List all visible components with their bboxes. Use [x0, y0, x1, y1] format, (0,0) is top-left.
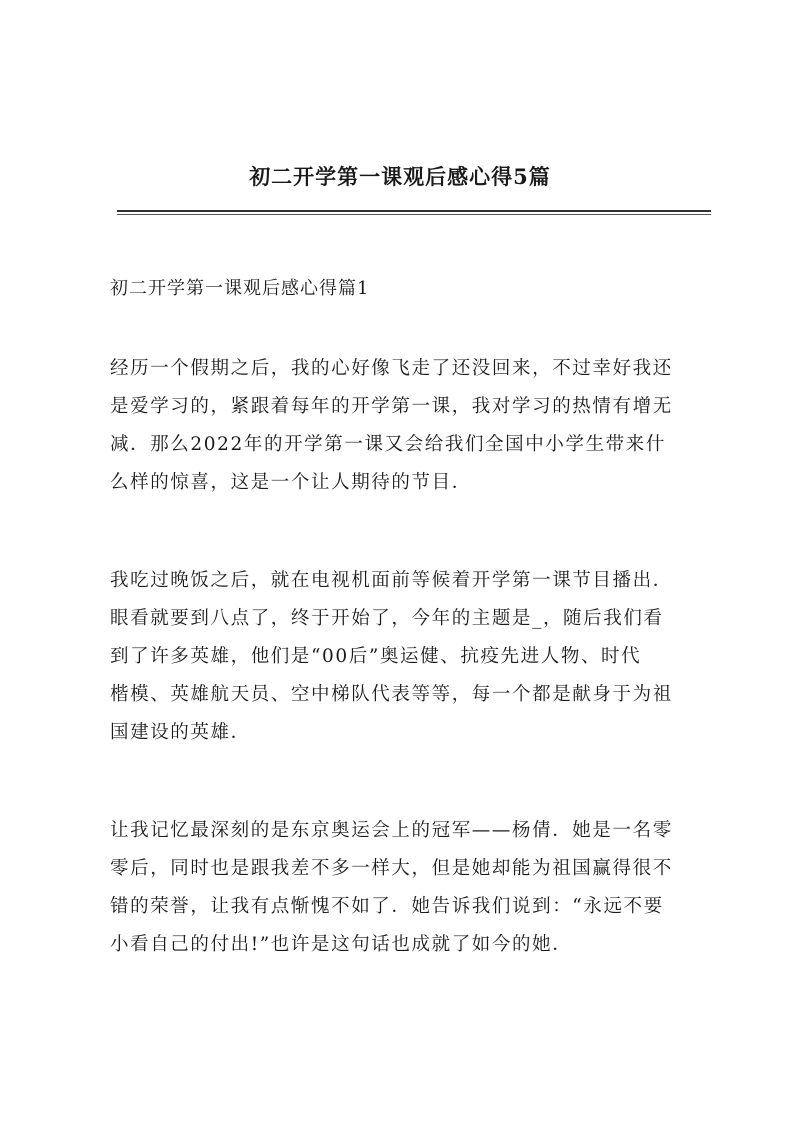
- paragraph-line: 楷模、英雄航天员、空中梯队代表等等，每一个都是献身于为祖: [110, 684, 673, 705]
- paragraph-2: [110, 562, 710, 752]
- paragraph-line: 经历一个假期之后，我的心好像飞走了还没回来，不过幸好我还: [110, 358, 673, 379]
- section-heading: 初二开学第一课观后感心得篇1: [110, 278, 370, 299]
- paragraph-line: 小看自己的付出!”也许是这句话也成就了如今的她．: [110, 934, 573, 955]
- paragraph-1: [110, 350, 710, 502]
- paragraph-line: 国建设的英雄．: [110, 722, 251, 743]
- paragraph-line: 眼看就要到八点了，终于开始了，今年的主题是_，随后我们看: [110, 608, 664, 629]
- paragraph-line: 到了许多英雄，他们是“00后”奥运健、抗疫先进人物、时代: [110, 646, 642, 667]
- paragraph-3: [110, 812, 710, 964]
- paragraph-line: 是爱学习的，紧跟着每年的开学第一课，我对学习的热情有增无: [110, 396, 673, 417]
- document-title: 初二开学第一课观后感心得5篇: [249, 164, 551, 189]
- paragraph-line: 让我记忆最深刻的是东京奥运会上的冠军——杨倩．她是一名零: [110, 820, 673, 841]
- paragraph-line: 零后，同时也是跟我差不多一样大，但是她却能为祖国赢得很不: [110, 858, 673, 879]
- title-divider-thin: [117, 214, 711, 215]
- title-divider: [117, 210, 711, 212]
- paragraph-line: 减．那么2022年的开学第一课又会给我们全国中小学生带来什: [110, 434, 666, 455]
- paragraph-line: 我吃过晚饭之后，就在电视机面前等候着开学第一课节目播出．: [110, 570, 673, 591]
- paragraph-line: 么样的惊喜，这是一个让人期待的节目．: [110, 472, 472, 493]
- paragraph-line: 错的荣誉，让我有点惭愧不如了．她告诉我们说到：“永远不要: [110, 896, 664, 917]
